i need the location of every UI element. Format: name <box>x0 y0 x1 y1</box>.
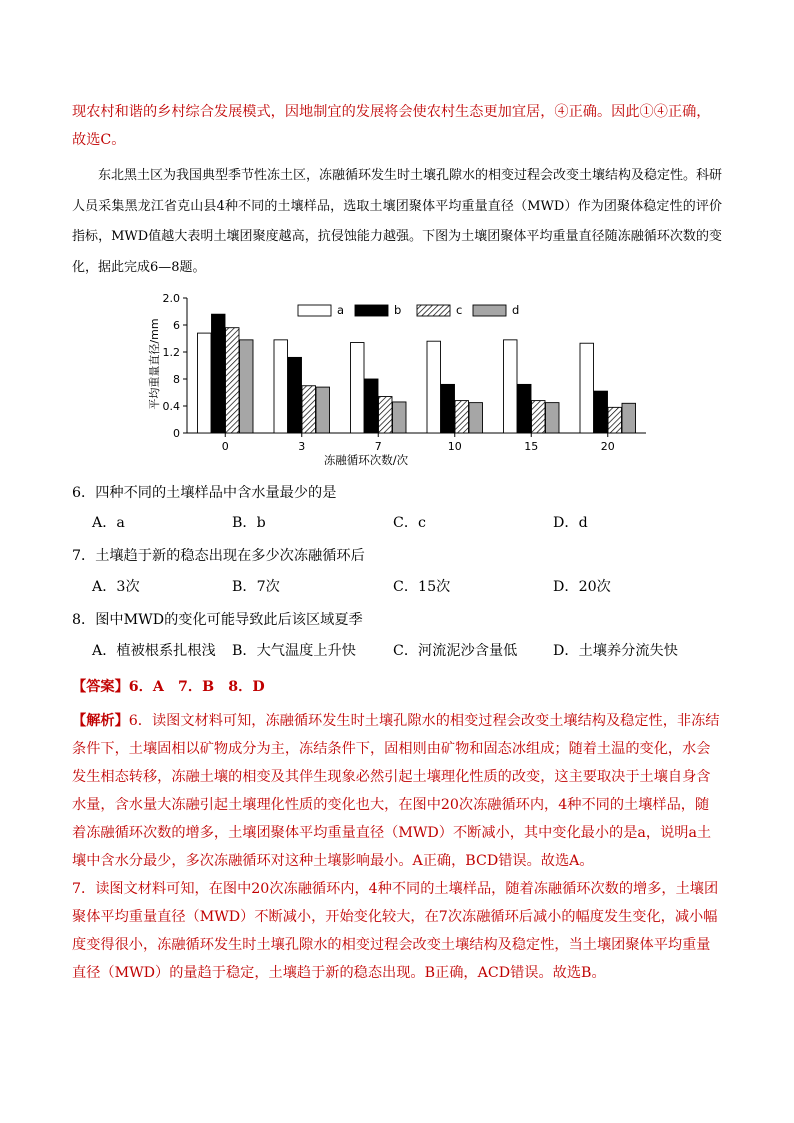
mwd-bar-chart <box>140 286 660 476</box>
bar-d-3 <box>316 387 330 433</box>
question-6-stem: 6．四种不同的土壤样品中含水量最少的是 <box>72 485 337 501</box>
y-tick-label: 6 <box>173 319 180 332</box>
previous-answer-ending: 现农村和谐的乡村综合发展模式，因地制宜的发展将会使农村生态更加宜居，④正确。因此①④正确，故选C。 <box>72 104 711 148</box>
y-tick-label: 0.4 <box>162 400 180 413</box>
bar-a-10 <box>427 341 441 433</box>
y-tick-label: 2.0 <box>162 292 180 305</box>
x-tick-label: 10 <box>447 440 462 453</box>
bar-d-10 <box>469 403 483 433</box>
bar-a-20 <box>580 343 594 433</box>
bar-b-20 <box>594 391 608 433</box>
bar-b-10 <box>441 384 455 433</box>
legend-label-c: c <box>456 303 463 317</box>
legend-label-b: b <box>394 303 402 317</box>
y-tick-label: 1.2 <box>162 346 180 359</box>
x-axis-label: 冻融循环次数/次 <box>323 453 409 467</box>
legend-swatch-a <box>298 305 331 316</box>
y-tick-label: 8 <box>173 373 180 386</box>
question-7-option-b: B．7次 <box>232 579 280 595</box>
bar-c-3 <box>302 386 316 433</box>
legend-label-a: a <box>337 303 345 317</box>
analysis-7: 7．读图文材料可知，在图中20次冻融循环内，4种不同的土壤样品，随着冻融循环次数的增多，土壤团聚体平均重量直径（MWD）不断减小，开始变化较大，在7次冻融循环后减小的幅度发生变化，减小幅度变得很小，冻融循环发生时土壤孔隙水的相变过程会改变土壤结构及稳定性，当土壤团聚体平均重量直径（MWD）的量趋于稳定，土壤趋于新的稳态出现。B正确，ACD错误。故选B。 <box>72 881 719 981</box>
bar-a-0 <box>198 333 212 433</box>
answer-text: 6．A 7．B 8．D <box>128 679 265 695</box>
question-7-option-d: D．20次 <box>553 579 611 595</box>
analysis-6 <box>72 707 722 875</box>
bar-b-7 <box>365 379 379 433</box>
y-axis-label: 平均重量直径/mm <box>148 318 161 410</box>
bar-c-7 <box>379 397 393 433</box>
x-tick-label: 0 <box>221 440 229 453</box>
question-7-stem: 7．土壤趋于新的稳态出现在多少次冻融循环后 <box>72 548 365 564</box>
question-7-option-c: C．15次 <box>393 579 451 595</box>
question-8-option-b: B．大气温度上升快 <box>232 643 356 659</box>
legend-swatch-b <box>355 305 388 316</box>
bar-d-7 <box>393 402 407 433</box>
bar-a-3 <box>274 340 288 433</box>
bar-c-20 <box>608 407 622 433</box>
bar-c-15 <box>532 401 546 433</box>
legend-label-d: d <box>512 303 520 317</box>
legend-swatch-c <box>417 305 450 316</box>
answer-line <box>72 673 722 701</box>
bar-c-0 <box>226 328 240 433</box>
answer-label: 【答案】 <box>72 679 129 695</box>
bar-d-0 <box>240 340 254 433</box>
bar-c-10 <box>455 401 469 433</box>
legend-swatch-d <box>473 305 506 316</box>
analysis-6-text: 6．读图文材料可知，冻融循环发生时土壤孔隙水的相变过程会改变土壤结构及稳定性，非冻结条件下，土壤固相以矿物成分为主，冻结条件下，固相则由矿物和固态冰组成；随着土温的变化，水会发生相态转移，冻融土壤的相变及其伴生现象必然引起土壤理化性质的改变，这主要取决于土壤自身含水量，含水量大冻融引起土壤理化性质的变化也大，在图中20次冻融循环内，4种不同的土壤样品，随着冻融循环次数的增多，土壤团聚体平均重量直径（MWD）不断减小，其中变化最小的是a，说明a土壤中含水分最少，多次冻融循环对这种土壤影响最小。A正确，BCD错误。故选A。 <box>72 713 720 869</box>
bar-d-20 <box>622 403 636 433</box>
question-7-option-a: A．3次 <box>92 579 140 595</box>
question-6-option-c: C．c <box>393 515 426 531</box>
question-6-option-b: B．b <box>232 515 266 531</box>
bar-a-7 <box>351 343 365 433</box>
question-8-option-c: C．河流泥沙含量低 <box>393 643 518 659</box>
question-6-option-d: D．d <box>553 515 588 531</box>
material-intro: 东北黑土区为我国典型季节性冻土区，冻融循环发生时土壤孔隙水的相变过程会改变土壤结构及稳定性。科研人员采集黑龙江省克山县4种不同的土壤样品，选取土壤团聚体平均重量直径（MWD）作为团聚体稳定性的评价指标，MWD值越大表明土壤团聚度越高，抗侵蚀能力越强。下图为土壤团聚体平均重量直径随冻融循环次数的变化，据此完成6—8题。 <box>72 168 723 275</box>
x-tick-label: 20 <box>600 440 615 453</box>
bar-b-0 <box>212 314 226 433</box>
y-tick-label: 0 <box>173 427 180 440</box>
x-tick-label: 15 <box>524 440 539 453</box>
analysis-label: 【解析】 <box>72 713 129 729</box>
bar-d-15 <box>546 403 560 433</box>
question-8-option-a: A．植被根系扎根浅 <box>92 643 216 659</box>
bar-b-15 <box>518 384 532 433</box>
bar-b-3 <box>288 357 302 433</box>
question-8-option-d: D．土壤养分流失快 <box>553 643 678 659</box>
bar-a-15 <box>504 340 518 433</box>
question-6-option-a: A．a <box>92 515 125 531</box>
x-tick-label: 7 <box>374 440 382 453</box>
question-8-stem: 8．图中MWD的变化可能导致此后该区域夏季 <box>72 612 363 628</box>
x-tick-label: 3 <box>298 440 306 453</box>
